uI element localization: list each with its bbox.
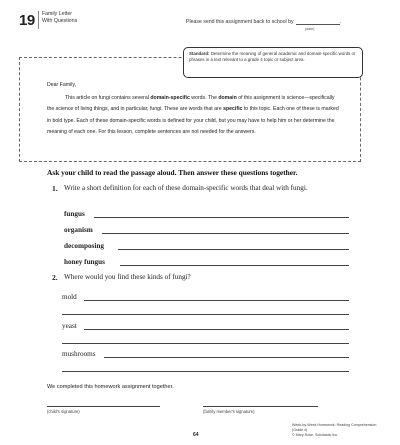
- completion-statement: We completed this homework assignment together.: [47, 384, 174, 390]
- term-decomposing: decomposing: [64, 242, 104, 250]
- question-1-text: Write a short definition for each of these domain-specific words that deal with fungi.: [64, 184, 308, 192]
- answer-line-fungus[interactable]: [94, 217, 349, 218]
- lesson-number: 19: [19, 12, 35, 29]
- lesson-title-line1: Family Letter: [42, 11, 72, 17]
- answer-line-mold-2[interactable]: [62, 314, 349, 315]
- standard-label: Standard:: [189, 51, 210, 56]
- question-2-text: Where would you find these kinds of fungi?: [64, 273, 191, 281]
- letter-paragraph: This article on fungi contains several domain-specific words. The domain of this assignment is science—specifically the science of living things, and in particular, fungi. These are words that are specific to this topic. Each one of these is marked in bold type. Each of these domain-specific words is defined for your child, but you may have to help him or her determine the meaning of each one. For this lesson, complete sentences are not needed for the answers.: [47, 95, 339, 135]
- term-organism: organism: [64, 226, 93, 234]
- lesson-title-line2: With Questions: [42, 18, 78, 24]
- credit-line: Week-by-Week Homework: Reading Comprehension (Grade 4) © Mary Rose, Scholastic Inc.: [292, 423, 377, 437]
- send-back-text: Please send this assignment back to school by: [186, 19, 294, 25]
- answer-line-organism[interactable]: [102, 233, 349, 234]
- due-date-line[interactable]: [296, 24, 340, 25]
- send-back-instruction: Please send this assignment back to school by .: [186, 19, 342, 25]
- answer-line-mushrooms[interactable]: [104, 357, 349, 358]
- family-signature-label: (family member's signature): [203, 409, 255, 414]
- letter-greeting: Dear Family,: [47, 82, 77, 88]
- answer-line-mold[interactable]: [84, 300, 349, 301]
- standard-text: Determine the meaning of general academic and domain-specific words or phrases in a text relevant to a grade 4 topic or subject area.: [189, 51, 356, 62]
- location-yeast: yeast: [62, 322, 77, 330]
- answer-line-yeast-2[interactable]: [62, 343, 349, 344]
- child-signature-line[interactable]: [47, 406, 160, 407]
- answer-line-mushrooms-2[interactable]: [62, 371, 349, 372]
- standard-box: [183, 47, 363, 78]
- family-signature-line[interactable]: [203, 406, 318, 407]
- instruction-heading: Ask your child to read the passage aloud. Then answer these questions together.: [47, 168, 298, 177]
- answer-line-yeast[interactable]: [84, 329, 349, 330]
- answer-line-honey-fungus[interactable]: [120, 265, 349, 266]
- term-specific: specific: [223, 106, 243, 113]
- term-domain: domain: [218, 95, 237, 102]
- page-number: 64: [193, 432, 199, 438]
- term-fungus: fungus: [64, 210, 85, 218]
- answer-line-decomposing[interactable]: [118, 249, 349, 250]
- question-1-number: 1.: [52, 184, 58, 193]
- term-domain-specific: domain-specific: [150, 95, 190, 102]
- location-mold: mold: [62, 293, 77, 301]
- child-signature-label: (child's signature): [47, 409, 80, 414]
- letter-body: [47, 80, 343, 138]
- lesson-title: [38, 11, 77, 29]
- location-mushrooms: mushrooms: [62, 350, 96, 358]
- question-2-number: 2.: [52, 273, 58, 282]
- term-honey-fungus: honey fungus: [64, 258, 105, 266]
- date-caption: (date): [305, 27, 315, 31]
